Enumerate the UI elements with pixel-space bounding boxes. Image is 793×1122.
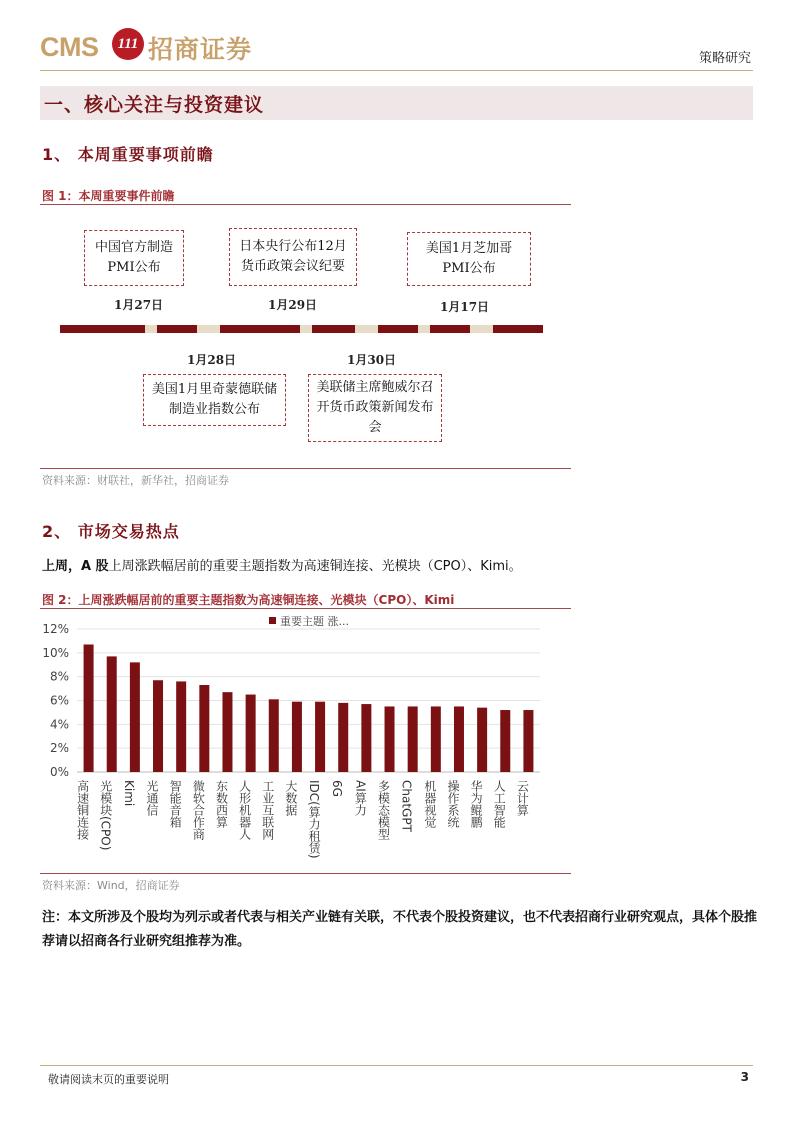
event-date-3: 1月17日 [440, 300, 490, 314]
event-box-4: 美国1月里奇蒙德联储制造业指数公布 [143, 374, 286, 426]
timeline-segment [493, 325, 543, 333]
bar [222, 692, 232, 772]
bar [315, 702, 325, 772]
event-date-1: 1月27日 [114, 298, 164, 312]
x-tick-label: 人工智能 [492, 780, 507, 828]
paragraph-body: 上周涨跌幅居前的重要主题指数为高速铜连接、光模块（CPO）、Kimi。 [108, 559, 522, 574]
bar [338, 703, 348, 772]
footer-divider [40, 1065, 753, 1066]
figure-2-bottom-rule [40, 873, 571, 874]
subsection-title-2: 2、 市场交易热点 [42, 522, 180, 541]
bar [292, 702, 302, 772]
timeline-segment [60, 325, 145, 333]
x-tick-label: IDC(算力租赁) [307, 780, 322, 859]
bar [246, 695, 256, 772]
event-box-3: 美国1月芝加哥PMI公布 [407, 232, 531, 286]
figure-2-top-rule [40, 608, 571, 609]
bar [523, 710, 533, 772]
event-box-1: 中国官方制造PMI公布 [84, 230, 184, 286]
bar [176, 681, 186, 772]
y-tick-label: 12% [42, 622, 69, 636]
x-tick-label: 光模块(CPO) [98, 780, 113, 851]
x-tick-label: AI算力 [353, 780, 368, 816]
event-date-2: 1月29日 [268, 298, 318, 312]
event-box-5: 美联储主席鲍威尔召开货币政策新闻发布会 [308, 374, 442, 442]
timeline-segment [470, 325, 493, 333]
x-tick-label: 多模态模型 [376, 780, 391, 840]
event-date-4: 1月28日 [187, 353, 237, 367]
y-tick-label: 8% [49, 669, 69, 684]
section-title: 一、核心关注与投资建议 [44, 94, 265, 116]
legend-label: 重要主题 涨... [280, 615, 349, 628]
bar [477, 708, 487, 772]
x-tick-label: 大数据 [283, 780, 298, 816]
timeline-segment [157, 325, 197, 333]
y-tick-label: 4% [49, 717, 69, 732]
bar [454, 706, 464, 772]
bar [408, 706, 418, 772]
header-divider [40, 70, 753, 71]
footer-text: 敬请阅读末页的重要说明 [48, 1073, 169, 1086]
timeline-segment [220, 325, 300, 333]
subsection-title-1: 1、 本周重要事项前瞻 [42, 145, 214, 164]
bar [84, 644, 94, 772]
event-box-2: 日本央行公布12月货币政策会议纪要 [229, 228, 357, 286]
figure-2-source: 资料来源：Wind，招商证券 [42, 879, 180, 892]
bar [361, 704, 371, 772]
x-tick-label: 操作系统 [445, 780, 460, 828]
market-paragraph [42, 555, 522, 574]
disclaimer-note: 注：本文所涉及个股均为列示或者代表与相关产业链有关联，不代表个股投资建议，也不代表招商行业研究观点，具体个股推荐请以招商各行业研究组推荐为准。 [42, 910, 758, 949]
x-tick-label: 华为鲲鹏 [469, 780, 484, 828]
legend-swatch [269, 617, 276, 624]
timeline-segment [355, 325, 378, 333]
figure-1-source: 资料来源：财联社，新华社，招商证券 [42, 474, 229, 487]
figure-2-title: 图 2：上周涨跌幅居前的重要主题指数为高速铜连接、光模块（CPO）、Kimi [42, 593, 455, 607]
timeline-segment [312, 325, 355, 333]
bar [269, 699, 279, 772]
timeline-bar [60, 325, 543, 333]
company-logo [40, 26, 340, 66]
x-tick-label: 6G [330, 780, 345, 797]
bar [500, 710, 510, 772]
timeline-segment [430, 325, 470, 333]
x-tick-label: 机器视觉 [422, 780, 437, 828]
x-tick-label: 智能音箱 [168, 780, 183, 828]
bar-chart [40, 612, 571, 874]
x-tick-label: ChatGPT [399, 780, 414, 832]
x-tick-label: 光通信 [145, 780, 160, 816]
x-tick-label: 东数西算 [214, 780, 229, 828]
bar [153, 680, 163, 772]
y-tick-label: 2% [49, 741, 69, 756]
x-tick-label: 高速铜连接 [75, 780, 90, 840]
x-tick-label: Kimi [121, 780, 136, 807]
x-tick-label: 工业互联网 [260, 780, 275, 840]
bar [199, 685, 209, 772]
x-tick-label: 云计算 [515, 780, 530, 816]
timeline-segment [378, 325, 418, 333]
y-tick-label: 10% [42, 645, 69, 660]
bar [130, 662, 140, 772]
event-date-5: 1月30日 [347, 353, 397, 367]
x-tick-label: 人形机器人 [237, 780, 252, 840]
bar [107, 656, 117, 772]
section-title-bar [40, 86, 753, 120]
figure-1-top-rule [40, 204, 571, 205]
logo-chinese-name: 招商证券 [148, 35, 253, 64]
timeline-segment [418, 325, 430, 333]
bar [385, 706, 395, 772]
page-number: 3 [740, 1070, 749, 1084]
figure-1-bottom-rule [40, 468, 571, 469]
logo-cms-text: CMS [40, 32, 99, 62]
figure-1-title: 图 1：本周重要事件前瞻 [42, 189, 175, 203]
y-tick-label: 6% [49, 693, 69, 708]
timeline-segment [197, 325, 220, 333]
x-tick-label: 微软合作商 [191, 780, 206, 840]
y-tick-label: 0% [49, 765, 69, 779]
bar [431, 706, 441, 772]
paragraph-lead: 上周，A 股 [42, 559, 109, 574]
logo-mark-icon: 111 [112, 28, 144, 60]
timeline-segment [300, 325, 312, 333]
timeline-segment [145, 325, 157, 333]
report-type: 策略研究 [698, 51, 751, 66]
